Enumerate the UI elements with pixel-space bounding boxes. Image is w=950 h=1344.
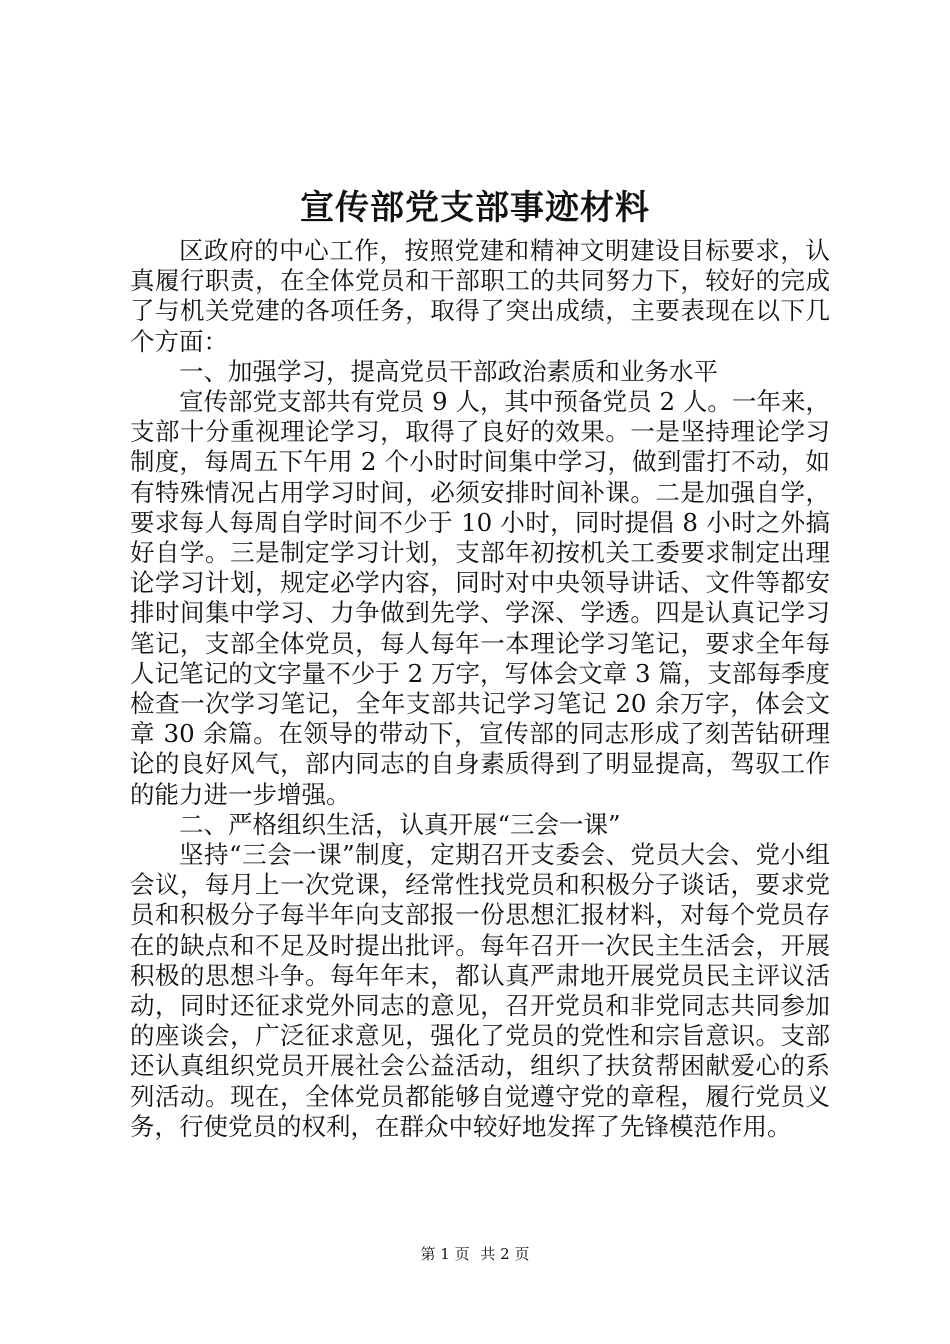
- page-footer: [0, 1244, 950, 1264]
- section-heading-1: 一、加强学习，提高党员干部政治素质和业务水平: [179, 356, 718, 386]
- intro-paragraph: 区政府的中心工作，按照党建和精神文明建设目标要求，认真履行职责，在全体党员和干部职工的共同努力下，较好的完成了与机关党建的各项任务，取得了突出成绩，主要表现在以下几个方面：: [130, 236, 830, 356]
- page-number: 第 1 页: [420, 1245, 470, 1263]
- document-title: 宣传部党支部事迹材料: [300, 188, 650, 228]
- section-2-paragraph: 坚持“三会一课”制度，定期召开支委会、党员大会、党小组会议，每月上一次党课，经常性找党员和积极分子谈话，要求党员和积极分子每半年向支部报一份思想汇报材料，对每个党员存在的缺点和不足及时提出批评。每年召开一次民主生活会，开展积极的思想斗争。每年年末，都认真严肃地开展党员民主评议活动，同时还征求党外同志的意见，召开党员和非党同志共同参加的座谈会，广泛征求意见，强化了党员的党性和宗旨意识。支部还认真组织党员开展社会公益活动，组织了扶贫帮困献爱心的系列活动。现在，全体党员都能够自觉遵守党的章程，履行党员义务，行使党员的权利，在群众中较好地发挥了先锋模范作用。: [130, 840, 830, 1141]
- section-1-paragraph: 宣传部党支部共有党员 9 人，其中预备党员 2 人。一年来，支部十分重视理论学习，取得了良好的效果。一是坚持理论学习制度，每周五下午用 2 个小时时间集中学习，做到雷打不动，如有特殊情况占用学习时间，必须安排时间补课。二是加强自学，要求每人每周自学时间不少于 10 小时，同时提倡 8 小时之外搞好自学。三是制定学习计划，支部年初按机关工委要求制定出理论学习计划，规定必学内容，同时对中央领导讲话、文件等都安排时间集中学习、力争做到先学、学深、学透。四是认真记学习笔记，支部全体党员，每人每年一本理论学习笔记，要求全年每人记笔记的文字量不少于 2 万字，写体会文章 3 篇，支部每季度检查一次学习笔记，全年支部共记学习笔记 20 余万字，体会文章 30 余篇。在领导的带动下，宣传部的同志形成了刻苦钻研理论的良好风气，部内同志的自身素质得到了明显提高，驾驭工作的能力进一步增强。: [130, 387, 830, 809]
- page-total: 共 2 页: [480, 1245, 530, 1263]
- document-body: [130, 236, 830, 1142]
- section-heading-2: 二、严格组织生活，认真开展“三会一课”: [179, 809, 621, 839]
